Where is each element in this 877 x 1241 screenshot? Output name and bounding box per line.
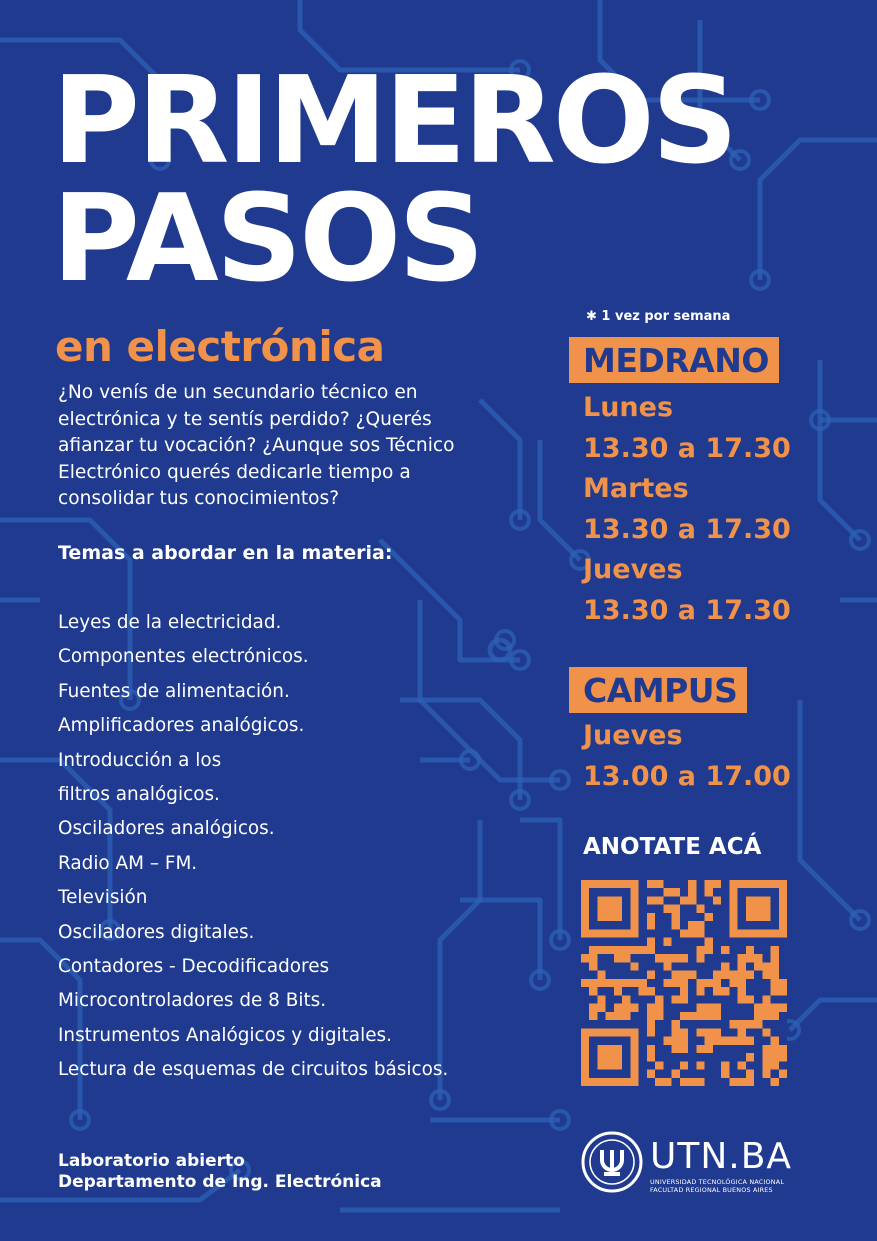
qr-module [738, 962, 746, 970]
qr-module [696, 987, 704, 995]
qr-module [738, 1061, 746, 1069]
qr-module [746, 1020, 754, 1028]
schedule-day: Martes [583, 473, 689, 504]
topic-item: Osciladores digitales. [58, 921, 255, 943]
qr-module [746, 896, 771, 921]
qr-module [705, 880, 713, 888]
qr-module [680, 971, 688, 979]
medrano-badge: MEDRANO [569, 337, 779, 383]
qr-module [762, 962, 770, 970]
qr-module [630, 979, 638, 987]
qr-module [762, 1070, 770, 1078]
qr-module [589, 987, 597, 995]
qr-module [597, 946, 605, 954]
qr-module [754, 1004, 762, 1012]
utn-logo [580, 1130, 793, 1200]
qr-module [597, 1045, 622, 1070]
qr-module [713, 1028, 721, 1036]
qr-module [688, 1078, 696, 1086]
circuit-trace [820, 360, 860, 540]
topic-item: filtros analógicos. [58, 783, 220, 805]
qr-module [738, 995, 746, 1003]
qr-module [672, 979, 680, 987]
qr-module [754, 1020, 762, 1028]
qr-module [647, 1012, 655, 1020]
qr-module [614, 954, 622, 962]
qr-module [680, 1012, 688, 1020]
qr-module [688, 888, 696, 896]
qr-module [762, 1045, 770, 1053]
qr-module [672, 1037, 680, 1045]
qr-module [771, 1037, 779, 1045]
qr-module [771, 954, 779, 962]
title-line-2: PASOS [52, 170, 482, 309]
qr-module [589, 979, 597, 987]
qr-module [771, 979, 779, 987]
qr-module [779, 987, 787, 995]
qr-module [779, 1045, 787, 1053]
qr-module [688, 929, 696, 937]
asterisk-icon: ✱ [586, 309, 602, 324]
qr-module [713, 1037, 721, 1045]
topic-item: Leyes de la electricidad. [58, 612, 282, 633]
schedule-day: Lunes [583, 392, 674, 423]
qr-module [647, 1045, 655, 1053]
qr-module [622, 1012, 630, 1020]
qr-module [622, 979, 630, 987]
qr-module [688, 896, 696, 904]
qr-module [771, 971, 779, 979]
qr-module [581, 979, 589, 987]
qr-module [738, 987, 746, 995]
schedule-time: 13.30 a 17.30 [583, 594, 791, 626]
qr-module [762, 995, 770, 1003]
topic-item: Lectura de esquemas de circuitos básicos. [58, 1059, 449, 1081]
footer-line-2: Departamento de Ing. Electrónica [58, 1172, 382, 1192]
qr-module [614, 1004, 622, 1012]
qr-module [696, 1061, 704, 1069]
schedule-day: Jueves [583, 554, 683, 585]
qr-module [655, 1012, 663, 1020]
qr-module [647, 946, 655, 954]
utn-emblem-icon [580, 1130, 644, 1194]
qr-module [713, 896, 721, 904]
qr-module [771, 1053, 779, 1061]
qr-module [680, 896, 688, 904]
schedule-time: 13.30 a 17.30 [583, 432, 791, 464]
qr-module [672, 905, 680, 913]
qr-module [672, 995, 680, 1003]
qr-module [688, 1012, 696, 1020]
qr-module [647, 921, 655, 929]
qr-module [655, 896, 663, 904]
qr-module [672, 1020, 680, 1028]
qr-module [713, 979, 721, 987]
qr-module [647, 880, 655, 888]
qr-module [655, 1004, 663, 1012]
circuit-trace [460, 900, 540, 980]
qr-module [713, 987, 721, 995]
topic-item: Introducción a los [58, 749, 222, 771]
qr-module [647, 1028, 655, 1036]
intro-paragraph: ¿No venís de un secundario técnico en electrónica y te sentís perdido? ¿Querés afianzar tu vocación? ¿Aunque sos Técnico Electrónico querés dedicarle tiempo a consolidar tus conocimientos? [58, 382, 455, 509]
qr-module [597, 1004, 605, 1012]
qr-module [779, 1004, 787, 1012]
qr-module [713, 1004, 721, 1012]
qr-module [672, 913, 680, 921]
qr-module [655, 1078, 663, 1086]
qr-module [663, 1037, 671, 1045]
qr-module [589, 1004, 597, 1012]
qr-module [647, 938, 655, 946]
qr-module [680, 954, 688, 962]
qr-module [663, 954, 671, 962]
qr-module [762, 1028, 770, 1036]
qr-module [705, 888, 713, 896]
qr-module [738, 1028, 746, 1036]
qr-module [606, 979, 614, 987]
qr-module [771, 1061, 779, 1069]
qr-module [721, 971, 729, 979]
qr-module [680, 979, 688, 987]
qr-module [597, 979, 605, 987]
qr-module [738, 1037, 746, 1045]
qr-module [746, 1037, 754, 1045]
qr-module [647, 1020, 655, 1028]
qr-module [589, 946, 597, 954]
qr-module [696, 1028, 704, 1036]
qr-module [663, 938, 671, 946]
qr-module [647, 987, 655, 995]
qr-module [771, 1012, 779, 1020]
qr-code-icon[interactable] [581, 880, 787, 1086]
qr-module [746, 954, 754, 962]
qr-module [721, 946, 729, 954]
qr-module [705, 1004, 713, 1012]
topic-item: Componentes electrónicos. [58, 646, 309, 668]
qr-module [639, 979, 647, 987]
qr-module [630, 962, 638, 970]
topic-item: Contadores - Decodificadores [58, 955, 330, 977]
qr-module [754, 962, 762, 970]
qr-module [663, 1078, 671, 1086]
topic-item: Amplificadores analógicos. [58, 715, 305, 737]
circuit-trace [790, 1000, 877, 1030]
schedule-time: 13.30 a 17.30 [583, 513, 791, 545]
title-line-1: PRIMEROS [52, 52, 736, 191]
medrano-schedule [583, 388, 791, 631]
qr-module [762, 971, 770, 979]
qr-module [597, 971, 605, 979]
qr-module [622, 946, 630, 954]
logo-university: UNIVERSIDAD TECNOLÓGICA NACIONAL [650, 1178, 785, 1186]
qr-module [729, 971, 737, 979]
qr-module [771, 1045, 779, 1053]
qr-module [680, 1028, 688, 1036]
qr-module [721, 1037, 729, 1045]
subtitle: en electrónica [55, 322, 385, 371]
qr-module [606, 1012, 614, 1020]
qr-module [729, 1020, 737, 1028]
qr-module [680, 929, 688, 937]
qr-module [672, 888, 680, 896]
topic-item: Osciladores analógicos. [58, 818, 275, 840]
qr-module [771, 1004, 779, 1012]
qr-module [721, 1061, 729, 1069]
qr-module [672, 1070, 680, 1078]
topic-item: Instrumentos Analógicos y digitales. [58, 1024, 392, 1046]
qr-module [779, 979, 787, 987]
circuit-trace [760, 140, 877, 280]
qr-module [655, 954, 663, 962]
qr-module [696, 1045, 704, 1053]
qr-module [622, 1004, 630, 1012]
qr-module [754, 954, 762, 962]
qr-module [630, 1004, 638, 1012]
qr-module [622, 995, 630, 1003]
circuit-trace [540, 440, 580, 560]
circuit-trace [800, 700, 860, 920]
qr-module [762, 1004, 770, 1012]
qr-module [688, 971, 696, 979]
signup-label: ANOTATE ACÁ [583, 834, 762, 860]
qr-module [663, 962, 671, 970]
qr-module [705, 913, 713, 921]
qr-module [696, 1078, 704, 1086]
qr-module [738, 979, 746, 987]
qr-module [762, 1061, 770, 1069]
qr-module [696, 979, 704, 987]
qr-module [713, 971, 721, 979]
qr-module [705, 979, 713, 987]
qr-module [721, 962, 729, 970]
qr-module [746, 1078, 754, 1086]
qr-module [680, 987, 688, 995]
qr-module [688, 921, 696, 929]
qr-module [779, 1070, 787, 1078]
qr-module [738, 971, 746, 979]
qr-module [762, 1012, 770, 1020]
qr-module [622, 954, 630, 962]
frequency-note [586, 309, 730, 324]
qr-module [696, 1004, 704, 1012]
qr-module [696, 929, 704, 937]
qr-module [696, 905, 704, 913]
qr-module [771, 987, 779, 995]
qr-module [672, 921, 680, 929]
qr-module [672, 1028, 680, 1036]
qr-module [762, 1053, 770, 1061]
topic-item: Fuentes de alimentación. [58, 680, 290, 702]
qr-module [647, 971, 655, 979]
qr-module [672, 954, 680, 962]
qr-module [680, 1045, 688, 1053]
qr-module [663, 888, 671, 896]
qr-module [589, 1012, 597, 1020]
qr-module [721, 987, 729, 995]
campus-schedule [583, 716, 791, 797]
qr-module [729, 1037, 737, 1045]
qr-module [647, 1053, 655, 1061]
qr-module [680, 1078, 688, 1086]
qr-module [655, 880, 663, 888]
qr-module [779, 1053, 787, 1061]
topic-item: Televisión [58, 887, 148, 909]
qr-module [705, 1045, 713, 1053]
qr-module [738, 1020, 746, 1028]
qr-module [630, 946, 638, 954]
qr-module [589, 962, 597, 970]
qr-module [647, 1004, 655, 1012]
qr-module [647, 913, 655, 921]
qr-module [688, 880, 696, 888]
topics-heading: Temas a abordar en la materia: [58, 542, 393, 564]
qr-module [647, 896, 655, 904]
topic-item: Radio AM – FM. [58, 852, 198, 874]
qr-module [721, 1070, 729, 1078]
qr-module [713, 1012, 721, 1020]
qr-module [705, 1037, 713, 1045]
qr-module [746, 995, 754, 1003]
qr-module [771, 946, 779, 954]
qr-module [663, 905, 671, 913]
qr-module [696, 921, 704, 929]
qr-module [705, 946, 713, 954]
qr-module [713, 880, 721, 888]
qr-module [696, 1012, 704, 1020]
qr-module [746, 1053, 754, 1061]
logo-name: UTN.BA [650, 1136, 793, 1177]
qr-module [729, 1078, 737, 1086]
qr-module [639, 946, 647, 954]
qr-module [663, 979, 671, 987]
qr-module [771, 962, 779, 970]
qr-module [738, 1078, 746, 1086]
qr-module [746, 946, 754, 954]
schedule-day: Jueves [583, 720, 683, 751]
qr-module [614, 979, 622, 987]
qr-module [606, 946, 614, 954]
circuit-trace [480, 400, 520, 520]
qr-module [655, 1061, 663, 1069]
qr-module [639, 987, 647, 995]
qr-module [672, 1045, 680, 1053]
qr-module [680, 1061, 688, 1069]
campus-badge: CAMPUS [569, 667, 747, 713]
qr-module [597, 896, 622, 921]
logo-faculty: FACULTAD REGIONAL BUENOS AIRES [650, 1186, 773, 1194]
qr-module [705, 938, 713, 946]
frequency-text: 1 vez por semana [601, 309, 731, 324]
qr-module [754, 1012, 762, 1020]
qr-module [696, 954, 704, 962]
qr-module [655, 995, 663, 1003]
qr-module [597, 995, 605, 1003]
qr-module [581, 954, 589, 962]
qr-module [696, 946, 704, 954]
qr-module [705, 1012, 713, 1020]
qr-module [680, 995, 688, 1003]
schedule-time: 13.00 a 17.00 [583, 760, 791, 792]
qr-module [705, 1028, 713, 1036]
qr-module [672, 971, 680, 979]
footer-line-1: Laboratorio abierto [58, 1151, 245, 1171]
topic-item: Microcontroladores de 8 Bits. [58, 990, 327, 1012]
topics-list [58, 606, 448, 1087]
qr-module [680, 1037, 688, 1045]
footer [58, 1151, 382, 1193]
qr-module [589, 954, 597, 962]
qr-module [738, 954, 746, 962]
qr-module [647, 1070, 655, 1078]
qr-module [771, 1078, 779, 1086]
qr-module [614, 946, 622, 954]
qr-module [614, 987, 622, 995]
qr-module [729, 979, 737, 987]
qr-module [614, 1012, 622, 1020]
qr-module [746, 1070, 754, 1078]
qr-module [746, 971, 754, 979]
